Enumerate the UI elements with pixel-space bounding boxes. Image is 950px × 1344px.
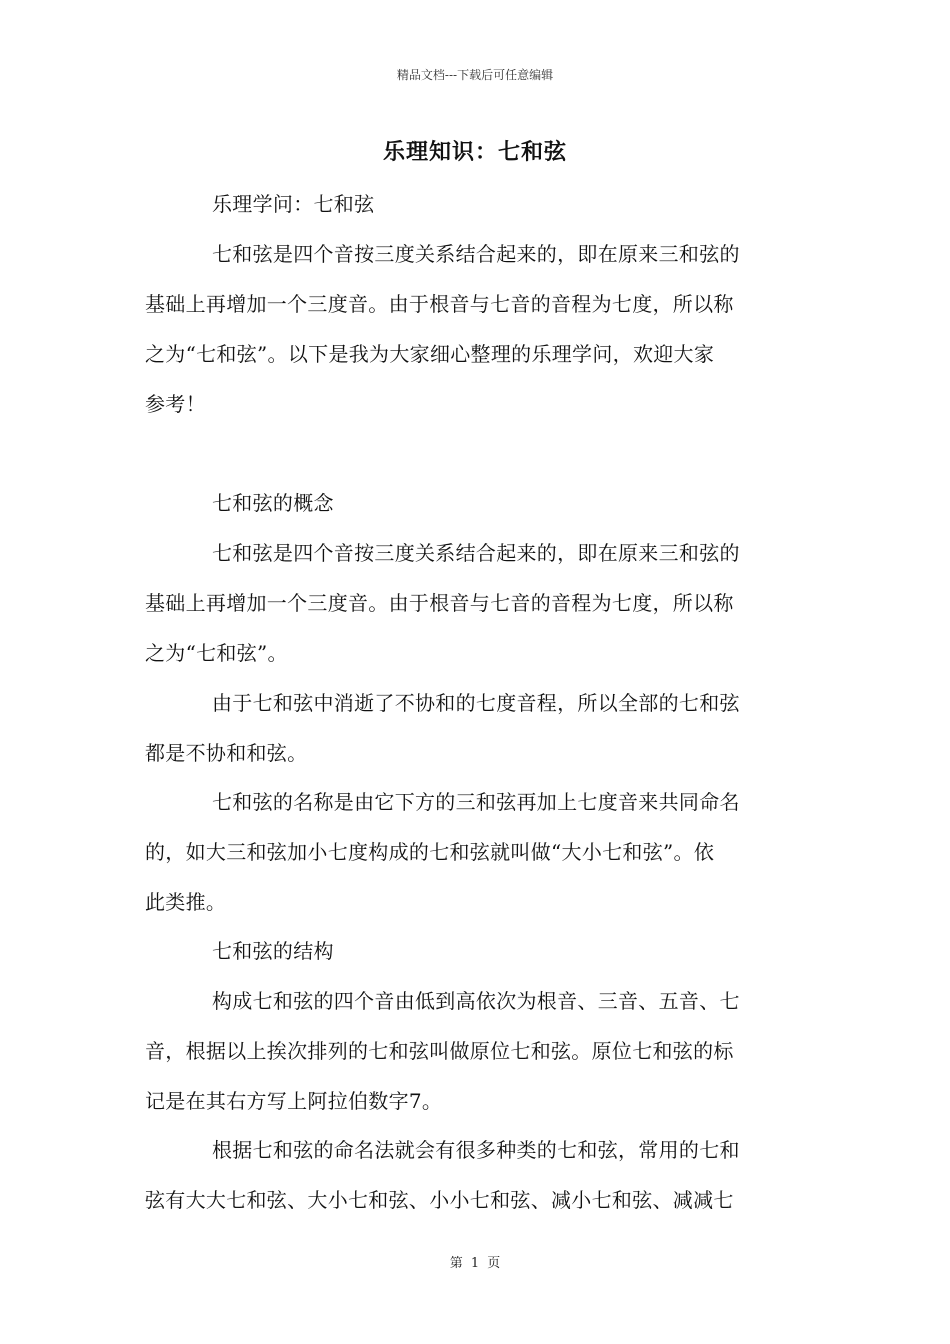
paragraph-line: 参考！	[145, 392, 206, 416]
paragraph-line: 由于七和弦中消逝了不协和的七度音程，所以全部的七和弦	[212, 691, 740, 715]
paragraph-line: 七和弦是四个音按三度关系结合起来的，即在原来三和弦的	[212, 541, 740, 565]
paragraph-line: 基础上再增加一个三度音。由于根音与七音的音程为七度，所以称	[145, 591, 734, 615]
paragraph-line: 基础上再增加一个三度音。由于根音与七音的音程为七度，所以称	[145, 292, 734, 316]
section-heading: 七和弦的结构	[212, 939, 334, 963]
paragraph-line: 七和弦的名称是由它下方的三和弦再加上七度音来共同命名	[212, 790, 740, 814]
page-footer: 第 1 页	[449, 1256, 501, 1271]
paragraph-line: 此类推。	[145, 890, 227, 914]
paragraph-line: 弦有大大七和弦、大小七和弦、小小七和弦、减小七和弦、减减七	[145, 1188, 734, 1212]
paragraph-line: 音，根据以上挨次排列的七和弦叫做原位七和弦。原位七和弦的标	[145, 1039, 734, 1063]
paragraph-line: 根据七和弦的命名法就会有很多种类的七和弦，常用的七和	[212, 1138, 740, 1162]
subtitle-line: 乐理学问：七和弦	[212, 192, 375, 216]
paragraph-line: 的，如大三和弦加小七度构成的七和弦就叫做“大小七和弦”。依	[145, 840, 715, 864]
paragraph-line: 之为“七和弦”。	[145, 641, 288, 665]
paragraph-line: 构成七和弦的四个音由低到高依次为根音、三音、五音、七	[212, 989, 740, 1013]
page-header: 精品文档---下载后可任意编辑	[396, 68, 554, 82]
document-title: 乐理知识：七和弦	[382, 139, 567, 165]
paragraph-line: 都是不协和和弦。	[145, 741, 308, 765]
paragraph-line: 记是在其右方写上阿拉伯数字7。	[145, 1089, 443, 1113]
section-heading: 七和弦的概念	[212, 491, 334, 515]
paragraph-line: 七和弦是四个音按三度关系结合起来的，即在原来三和弦的	[212, 242, 740, 266]
paragraph-line: 之为“七和弦”。以下是我为大家细心整理的乐理学问，欢迎大家	[145, 342, 715, 366]
